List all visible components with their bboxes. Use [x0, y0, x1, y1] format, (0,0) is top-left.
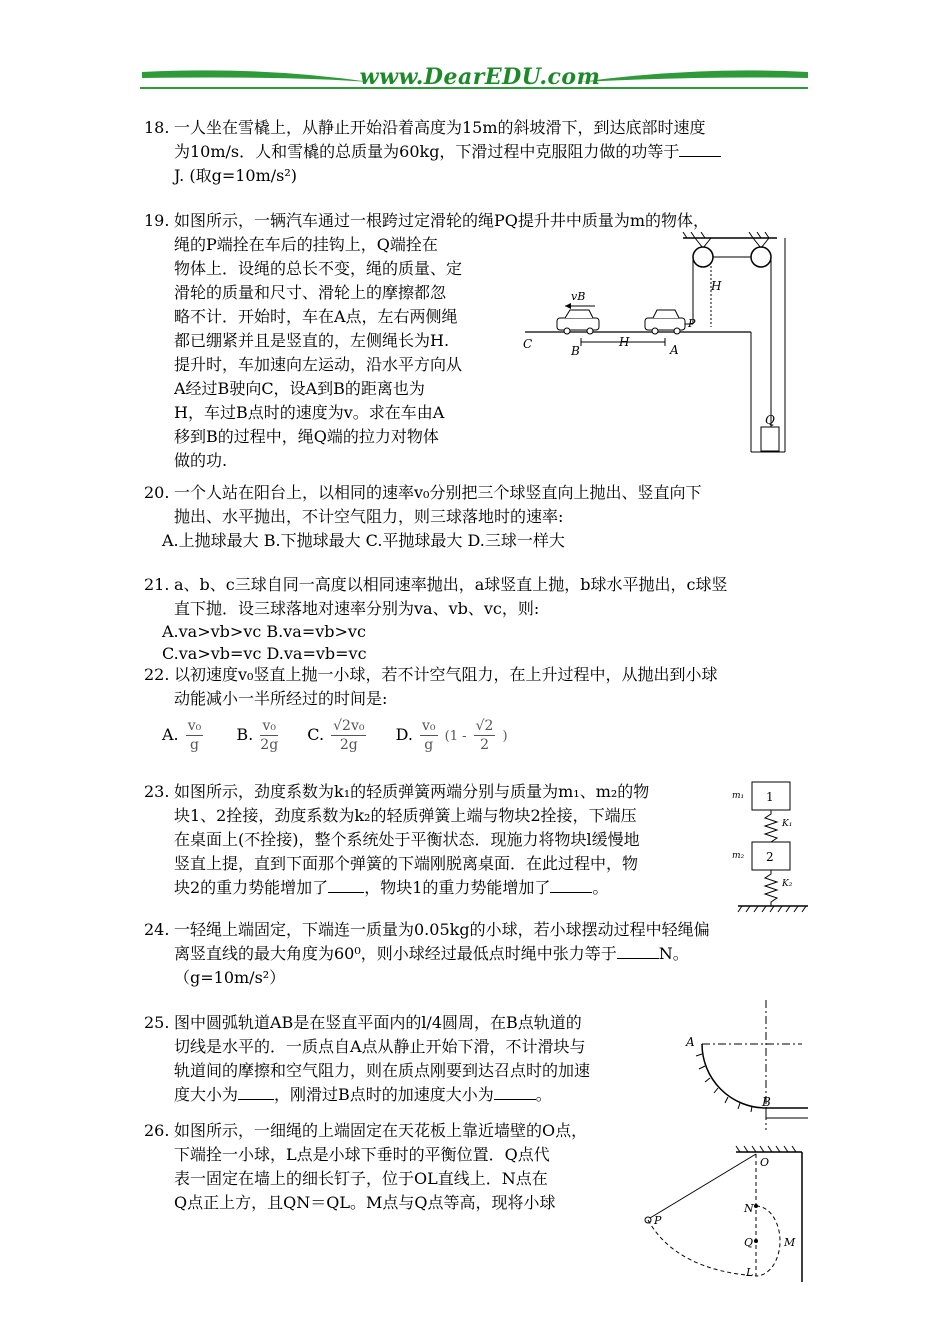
- question-line: （g=10m/s²）: [174, 968, 286, 987]
- figure-label: L: [746, 1266, 754, 1279]
- figure-label: O: [760, 1156, 770, 1169]
- question-21: [144, 573, 814, 665]
- fraction: $\frac{\text{v₀}}{g}$: [187, 718, 202, 753]
- question-number: 18.: [144, 118, 170, 137]
- question-line: 绳的P端拴在车后的挂钩上，Q端拴在: [174, 235, 438, 254]
- question-line: 直下抛．设三球落地对速率分别为va、vb、vc，则:: [174, 599, 540, 618]
- figure-label: B: [571, 344, 580, 358]
- car-icon: [645, 310, 685, 334]
- answer-options[interactable]: A.上抛球最大 B.下抛球最大 C.平抛球最大 D.三球一样大: [162, 531, 565, 550]
- question-23: 23. 如图所示，劲度系数为k₁的轻质弹簧两端分别与质量为m₁、m₂的物 块1、2拴接，劲度系数为k₂的轻质弹簧上端与物块2拴接，下端压 在桌面上(不拴接)，整个系统处于平衡状态．现施力将物块l缓慢地 竖直上提，直到下面那个弹簧的下端刚脱离桌面．在此过程中，物 块2的重力势能增加了 ，物块1的重力势能增加了 。: [144, 780, 734, 900]
- question-line: 一轻绳上端固定，下端连一质量为0.05kg的小球，若小球摆动过程中轻绳偏: [174, 920, 710, 939]
- question-line: 竖直上提，直到下面那个弹簧的下端刚脱离桌面．在此过程中，物: [174, 854, 639, 873]
- answer-blank[interactable]: [238, 1099, 274, 1100]
- question-line: 为10m/s．人和雪橇的总质量为60kg，下滑过程中克服阻力做的功等于: [174, 142, 680, 161]
- question-line: 物体上．设绳的总长不变，绳的质量、定: [174, 259, 463, 278]
- question-26: [144, 1119, 684, 1215]
- answer-options[interactable]: A. $\frac{\text{v₀}}{g}$ B. $\frac{\text{v₀}}{2g}$ C. $\frac{\text{√2v₀}}{2g}$ D. $\frac{\text{v₀}}{g}$ (1 - $\frac{√2}{2}$ ): [162, 718, 508, 753]
- figure-car-pulley: [515, 232, 795, 457]
- figure-label: P: [654, 1214, 662, 1227]
- question-line: A经过B驶向C，设A到B的距离也为: [174, 379, 425, 398]
- figure-label: M: [784, 1236, 796, 1249]
- question-number: 26.: [144, 1121, 170, 1140]
- question-line: 如图所示，劲度系数为k₁的轻质弹簧两端分别与质量为m₁、m₂的物: [174, 782, 650, 801]
- figure-label: C: [523, 337, 533, 351]
- figure-pendulum: [636, 1142, 812, 1284]
- figure-label: Q: [765, 413, 775, 427]
- figure-label: m₁: [732, 791, 745, 801]
- figure-label: K₁: [782, 819, 793, 829]
- site-logo: www.DearEDU.com: [359, 64, 601, 90]
- question-18: [144, 116, 814, 188]
- question-line: 在桌面上(不拴接)，整个系统处于平衡状态．现施力将物块l缓慢地: [174, 830, 640, 849]
- question-line: J. (取g=10m/s²): [174, 166, 298, 185]
- question-line: 滑轮的质量和尺寸、滑轮上的摩擦都忽: [174, 283, 447, 302]
- question-line: 略不计．开始时，车在A点，左右两侧绳: [174, 307, 458, 326]
- question-line: 切线是水平的．一质点自A点从静止开始下滑，不计滑块与: [174, 1037, 586, 1056]
- question-line: 轨道间的摩擦和空气阻力，则在质点刚要到达召点时的加速: [174, 1061, 591, 1080]
- answer-blank[interactable]: [494, 1099, 536, 1100]
- question-20: [144, 481, 814, 553]
- question-line: 移到B的过程中，绳Q端的拉力对物体: [174, 427, 439, 446]
- question-line: H，车过B点时的速度为v。求在车由A: [174, 403, 445, 422]
- question-line: Q点正上方，且QN＝QL。M点与Q点等高，现将小球: [174, 1193, 556, 1212]
- figure-label: Q: [744, 1236, 754, 1249]
- figure-label: B: [762, 1095, 771, 1109]
- figure-label: A: [670, 343, 679, 357]
- fraction: $\frac{√2}{2}$: [475, 718, 494, 753]
- figure-label: vB: [571, 290, 586, 303]
- figure-label: 2: [766, 850, 774, 864]
- question-line: 一个人站在阳台上，以相同的速率v₀分别把三个球竖直向上抛出、竖直向下: [174, 483, 702, 502]
- fraction: $\frac{\text{v₀}}{g}$: [422, 718, 436, 753]
- question-number: 20.: [144, 483, 170, 502]
- answer-options[interactable]: C.va>vb=vc D.va=vb=vc: [162, 644, 367, 663]
- question-line: a、b、c三球自同一高度以相同速率抛出，a球竖直上抛，b球水平抛出，c球竖: [174, 575, 728, 594]
- answer-blank[interactable]: [328, 892, 364, 893]
- question-line: 做的功.: [174, 451, 228, 470]
- question-22: [144, 663, 814, 754]
- question-line: 以初速度v₀竖直上抛一小球，若不计空气阻力，在上升过程中，从抛出到小球: [174, 665, 718, 684]
- car-icon: [557, 310, 599, 334]
- question-number: 24.: [144, 920, 170, 939]
- question-line: 下端拴一小球，L点是小球下垂时的平衡位置．Q点代: [174, 1145, 550, 1164]
- question-line: 动能减小一半所经过的时间是:: [174, 689, 388, 708]
- figure-label: H: [711, 279, 722, 293]
- question-number: 23.: [144, 782, 170, 801]
- question-line: 抛出、水平抛出，不计空气阻力，则三球落地时的速率:: [174, 507, 564, 526]
- fraction: $\frac{\text{v₀}}{2g}$: [260, 718, 279, 753]
- question-number: 21.: [144, 575, 170, 594]
- question-line: 一人坐在雪橇上，从静止开始沿着高度为15m的斜坡滑下，到达底部时速度: [174, 118, 706, 137]
- answer-blank[interactable]: [679, 156, 721, 157]
- figure-label: K₂: [782, 879, 793, 889]
- question-line: 如图所示，一细绳的上端固定在天花板上靠近墙壁的O点，: [174, 1121, 588, 1140]
- question-line: 块1、2拴接，劲度系数为k₂的轻质弹簧上端与物块2拴接，下端压: [174, 806, 637, 825]
- question-line: 提升时，车加速向左运动，沿水平方向从: [174, 355, 463, 374]
- answer-blank[interactable]: [617, 958, 659, 959]
- question-line: 表一固定在墙上的细长钉子，位于OL直线上．N点在: [174, 1169, 548, 1188]
- figure-arc-track: [680, 996, 810, 1138]
- question-line: 图中圆弧轨道AB是在竖直平面内的l/4圆周，在B点轨道的: [174, 1013, 582, 1032]
- figure-label: 1: [766, 790, 774, 804]
- figure-label: m₂: [732, 851, 745, 861]
- question-24: 24. 一轻绳上端固定，下端连一质量为0.05kg的小球，若小球摆动过程中轻绳偏 离竖直线的最大角度为60⁰，则小球经过最低点时绳中张力等于 N。 （g=10m/s²）: [144, 918, 814, 990]
- fraction: $\frac{\text{√2v₀}}{2g}$: [333, 718, 365, 753]
- figure-label: A: [686, 1035, 695, 1049]
- figure-springs: [732, 778, 812, 916]
- figure-label: P: [688, 317, 696, 330]
- question-number: 22.: [144, 665, 170, 684]
- question-number: 25.: [144, 1013, 170, 1032]
- figure-label: N: [744, 1202, 754, 1215]
- answer-options[interactable]: A.va>vb>vc B.va=vb>vc: [162, 622, 366, 641]
- answer-blank[interactable]: [550, 892, 592, 893]
- question-number: 19.: [144, 211, 170, 230]
- question-line: 都已绷紧并且是竖直的，左侧绳长为H.: [174, 331, 450, 350]
- question-line: 如图所示，一辆汽车通过一根跨过定滑轮的绳PQ提升井中质量为m的物体，: [174, 211, 710, 230]
- figure-label: H: [619, 335, 630, 349]
- question-25: 25. 图中圆弧轨道AB是在竖直平面内的l/4圆周，在B点轨道的 切线是水平的．一质点自A点从静止开始下滑，不计滑块与 轨道间的摩擦和空气阻力，则在质点刚要到达召点时的加速 度大小为 ，刚滑过B点时的加速度大小为 。: [144, 1011, 684, 1107]
